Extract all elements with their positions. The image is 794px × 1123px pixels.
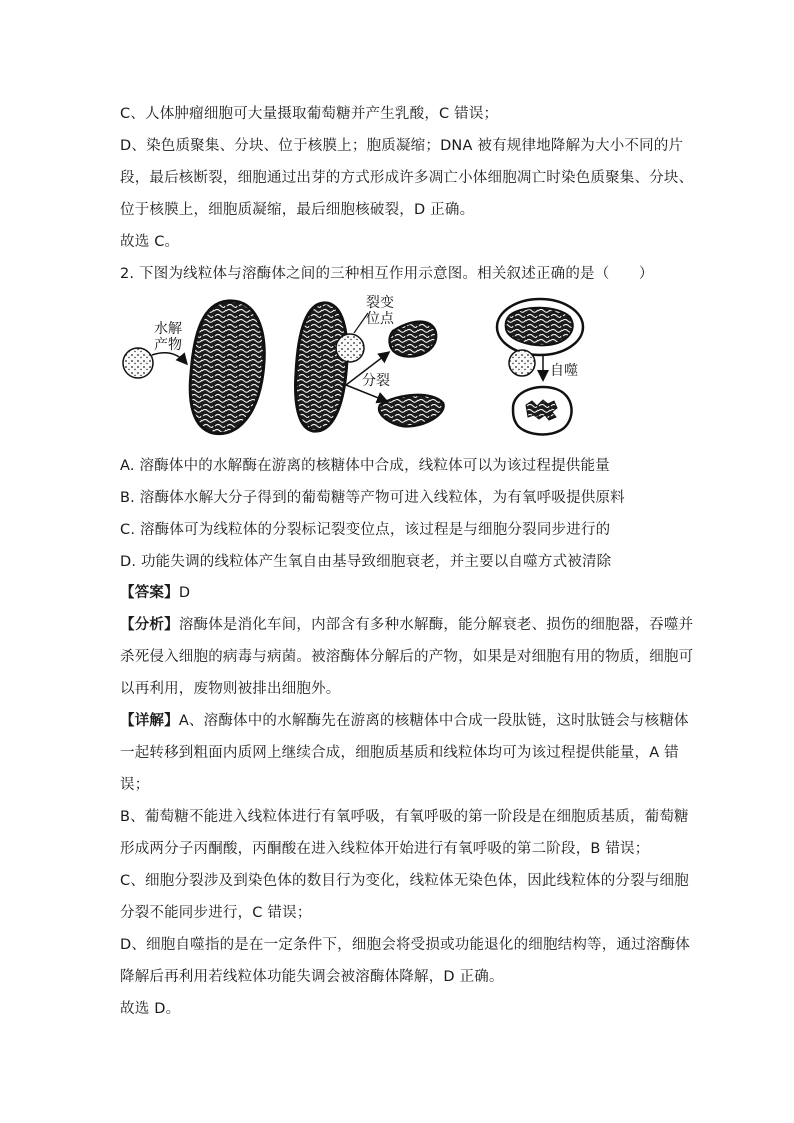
- arrow-hydrolysis: [152, 353, 186, 363]
- analysis-text-1: 溶酶体是消化车间，内部含有多种水解酶，能分解衰老、损伤的细胞器，吞噬并: [178, 617, 694, 633]
- detail-c-line-1: C、细胞分裂涉及到染色体的数目行为变化，线粒体无染色体，因此线粒体的分裂与细胞: [120, 873, 689, 889]
- option-c: C. 溶酶体可为线粒体的分裂标记裂变位点，该过程是与细胞分裂同步进行的: [120, 522, 611, 538]
- label-fission-site-1: 裂变: [366, 295, 394, 311]
- analysis-tag: 【分析】: [120, 617, 179, 633]
- label-autophagy: 自噬: [550, 363, 578, 379]
- detail-a-line-1: [120, 711, 689, 731]
- final-conclusion: 故选 D。: [120, 1001, 181, 1017]
- analysis-line-2: 杀死侵入细胞的病毒与病菌。被溶酶体分解后的产物，如果是对细胞有用的物质，细胞可: [120, 649, 694, 665]
- panel-fission: [296, 294, 444, 431]
- label-fission-site-2: 位点: [366, 311, 394, 327]
- lysosome-3: [509, 350, 535, 376]
- prev-answer-d-line2: 段，最后核断裂，细胞通过出芽的方式形成许多凋亡小体细胞凋亡时染色质聚集、分块、: [120, 170, 694, 186]
- mitochondrion-1: [190, 301, 264, 434]
- label-fission: 分裂: [362, 373, 390, 389]
- option-d: D. 功能失调的线粒体产生氧自由基导致细胞衰老，并主要以自噬方式被清除: [120, 554, 612, 570]
- option-b: B. 溶酶体水解大分子得到的葡萄糖等产物可进入线粒体，为有氧呼吸提供原料: [120, 490, 625, 506]
- lysosome-2: [336, 334, 364, 362]
- detail-a-line-2: 一起转移到粗面内质网上继续合成，细胞质基质和线粒体均可为该过程提供能量，A 错: [120, 745, 679, 761]
- answer-line: [120, 583, 190, 603]
- prev-conclusion: 故选 C。: [120, 234, 180, 250]
- mitochondria-lysosome-figure: [118, 293, 588, 443]
- mitochondrion-daughter-2: [379, 395, 443, 426]
- mitochondrion-daughter-1: [390, 322, 437, 357]
- answer-tag: 【答案】: [120, 585, 179, 601]
- detail-b-line-2: 形成两分子丙酮酸，丙酮酸在进入线粒体开始进行有氧呼吸的第二阶段，B 错误；: [120, 841, 650, 857]
- analysis-line-1: [120, 615, 693, 635]
- analysis-line-3: 以再利用，废物则被排出细胞外。: [120, 681, 341, 697]
- detail-d-line-2: 降解后再利用若线粒体功能失调会被溶酶体降解，D 正确。: [120, 969, 504, 985]
- prev-answer-d-line1: D、染色质聚集、分块、位于核膜上；胞质凝缩；DNA 被有规律地降解为大小不同的片: [120, 138, 684, 154]
- prev-answer-c: C、人体肿瘤细胞可大量摄取葡萄糖并产生乳酸，C 错误；: [120, 106, 499, 122]
- detail-c-line-2: 分裂不能同步进行，C 错误；: [120, 905, 312, 921]
- detail-a-line-3: 误；: [120, 777, 150, 793]
- detail-d-line-1: D、细胞自噬指的是在一定条件下，细胞会将受损或功能退化的细胞结构等，通过溶酶体: [120, 937, 690, 953]
- answer-value: D: [178, 585, 191, 601]
- detail-b-line-1: B、葡萄糖不能进入线粒体进行有氧呼吸，有氧呼吸的第一阶段是在细胞质基质，葡萄糖: [120, 809, 689, 825]
- prev-answer-d-line3: 位于核膜上，细胞质凝缩，最后细胞核破裂，D 正确。: [120, 202, 475, 218]
- panel-autophagy: [497, 299, 583, 434]
- mitochondrion-3: [506, 308, 573, 346]
- label-hydrolysis-1: 水解: [154, 321, 182, 337]
- mitochondrion-2: [296, 303, 348, 431]
- label-hydrolysis-2: 产物: [154, 337, 182, 353]
- detail-a-text-1: A、溶酶体中的水解酶先在游离的核糖体中合成一段肽链，这时肽链会与核糖体: [178, 713, 689, 729]
- detail-tag: 【详解】: [120, 713, 179, 729]
- lysosome-1: [123, 348, 153, 378]
- option-a: A. 溶酶体中的水解酶在游离的核糖体中合成，线粒体可以为该过程提供能量: [120, 458, 610, 474]
- question-stem: 2. 下图为线粒体与溶酶体之间的三种相互作用示意图。相关叙述正确的是（ ）: [120, 266, 654, 282]
- panel-hydrolysis: [123, 301, 264, 434]
